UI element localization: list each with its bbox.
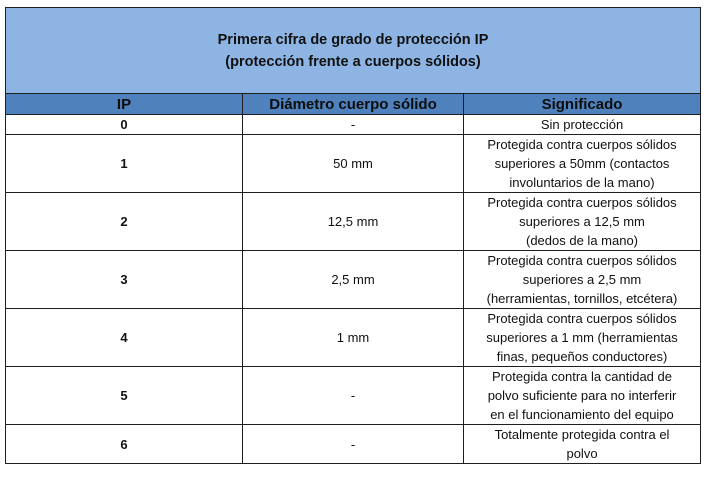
header-row	[6, 94, 701, 115]
cell-ip: 2	[6, 193, 243, 251]
table-title-line1: Primera cifra de grado de protección IP	[217, 31, 489, 48]
header-diametro: Diámetro cuerpo sólido	[243, 94, 464, 115]
significado-line: (dedos de la mano)	[526, 233, 639, 248]
significado-line: polvo	[566, 446, 598, 461]
cell-diametro: 12,5 mm	[243, 193, 464, 251]
cell-significado	[464, 251, 701, 309]
significado-line: polvo suficiente para no interferir	[487, 388, 677, 403]
cell-diametro: 50 mm	[243, 135, 464, 193]
cell-diametro: 2,5 mm	[243, 251, 464, 309]
cell-diametro: -	[243, 425, 464, 464]
cell-significado	[464, 367, 701, 425]
table-row	[6, 193, 701, 251]
cell-significado	[464, 135, 701, 193]
significado-line: involuntarios de la mano)	[509, 175, 655, 190]
cell-diametro: 1 mm	[243, 309, 464, 367]
header-significado: Significado	[464, 94, 701, 115]
cell-significado	[464, 425, 701, 464]
cell-ip: 1	[6, 135, 243, 193]
ip-protection-table	[5, 7, 701, 464]
significado-line: finas, pequeños conductores)	[496, 349, 668, 364]
cell-ip: 6	[6, 425, 243, 464]
significado-line: Sin protección	[540, 117, 624, 132]
table-row	[6, 115, 701, 135]
significado-line: Protegida contra la cantidad de	[492, 369, 672, 384]
cell-ip: 5	[6, 367, 243, 425]
cell-significado	[464, 193, 701, 251]
table-row	[6, 425, 701, 464]
cell-diametro: -	[243, 115, 464, 135]
header-ip: IP	[6, 94, 243, 115]
table-title-line2: (protección frente a cuerpos sólidos)	[225, 53, 481, 70]
significado-line: en el funcionamiento del equipo	[490, 407, 674, 422]
cell-ip: 0	[6, 115, 243, 135]
significado-line: (herramientas, tornillos, etcétera)	[486, 291, 678, 306]
table-row	[6, 135, 701, 193]
table-row	[6, 251, 701, 309]
cell-ip: 3	[6, 251, 243, 309]
significado-line: superiores a 1 mm (herramientas	[486, 330, 678, 345]
cell-significado	[464, 115, 701, 135]
cell-diametro: -	[243, 367, 464, 425]
table-row	[6, 309, 701, 367]
significado-line: superiores a 2,5 mm	[522, 272, 642, 287]
significado-line: superiores a 12,5 mm	[519, 214, 645, 229]
ip-protection-table-container	[5, 7, 700, 464]
significado-line: Protegida contra cuerpos sólidos	[487, 311, 677, 326]
table-row	[6, 367, 701, 425]
significado-line: Protegida contra cuerpos sólidos	[487, 195, 677, 210]
significado-line: superiores a 50mm (contactos	[494, 156, 670, 171]
cell-ip: 4	[6, 309, 243, 367]
significado-line: Protegida contra cuerpos sólidos	[487, 137, 677, 152]
significado-line: Protegida contra cuerpos sólidos	[487, 253, 677, 268]
cell-significado	[464, 309, 701, 367]
table-title	[6, 8, 701, 94]
significado-line: Totalmente protegida contra el	[494, 427, 670, 442]
